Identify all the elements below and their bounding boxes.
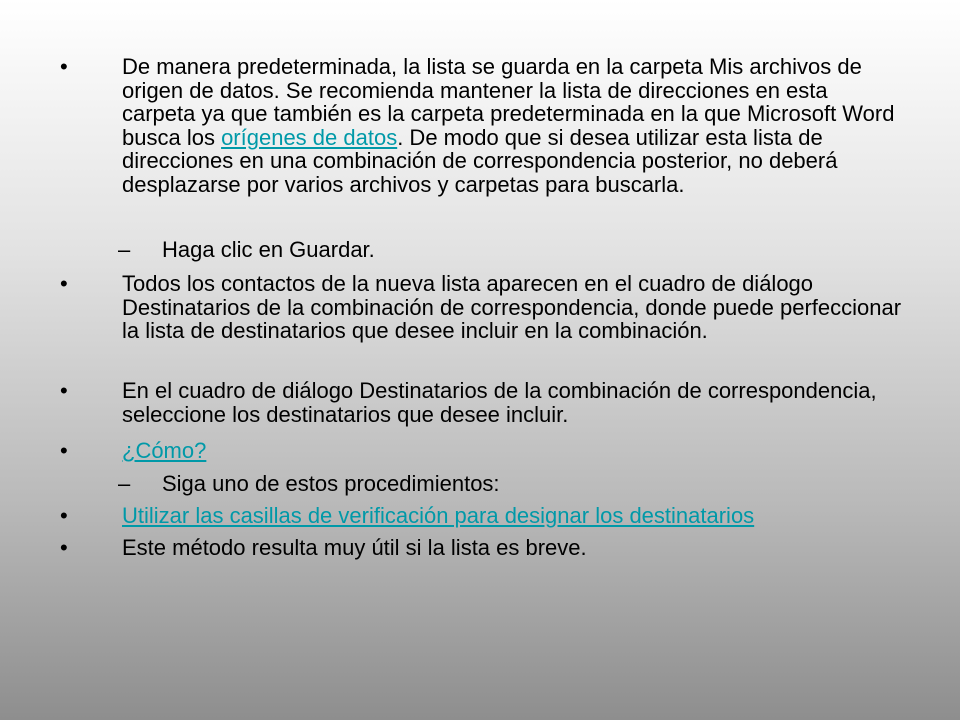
item-text: Este método resulta muy útil si la lista es breve. xyxy=(122,535,587,560)
dash-marker: – xyxy=(118,237,131,262)
checkboxes-link[interactable]: Utilizar las casillas de verificación para designar los destinatarios xyxy=(122,503,755,528)
item-text: En el cuadro de diálogo Destinatarios de la combinación de correspondencia, seleccione los destinatarios que desee incluir. xyxy=(122,378,877,427)
how-link[interactable]: ¿Cómo? xyxy=(122,438,207,463)
bullet-marker: • xyxy=(60,438,68,463)
item-text: . De modo que si desea utilizar esta lista de direcciones en una combinación de correspondencia posterior, no deberá desplazarse por varios archivos y carpetas para buscarla. xyxy=(122,124,838,197)
bullet-item-select-recipients xyxy=(60,378,902,427)
item-text: Haga clic en Guardar. xyxy=(162,237,375,262)
dash-marker: – xyxy=(118,471,131,496)
bullet-item-checkboxes xyxy=(60,503,902,528)
item-text: Todos los contactos de la nueva lista aparecen en el cuadro de diálogo Destinatarios de la combinación de correspondencia, donde puede perfeccionar la lista de destinatarios que desee incluir en la combinación. xyxy=(122,271,902,344)
bullet-item-how xyxy=(60,438,902,463)
bullet-marker: • xyxy=(60,54,68,79)
bullet-item-default-folder xyxy=(60,54,902,197)
sub-item-procedures xyxy=(118,471,902,496)
bullet-item-short-list xyxy=(60,535,902,560)
bullet-marker: • xyxy=(60,503,68,528)
bullet-marker: • xyxy=(60,271,68,296)
bullet-marker: • xyxy=(60,535,68,560)
bullet-marker: • xyxy=(60,378,68,403)
bullet-item-contacts-appear xyxy=(60,271,902,344)
item-text: De manera predeterminada, la lista se guarda en la carpeta Mis archivos de origen de datos. Se recomienda mantener la lista de direcciones en esta carpeta ya que también es la carpeta predeterminada en la que Microsoft Word busca los xyxy=(122,54,895,150)
sub-item-click-save xyxy=(118,237,902,262)
data-sources-link[interactable]: orígenes de datos xyxy=(221,124,398,150)
item-text: Siga uno de estos procedimientos: xyxy=(162,471,500,496)
